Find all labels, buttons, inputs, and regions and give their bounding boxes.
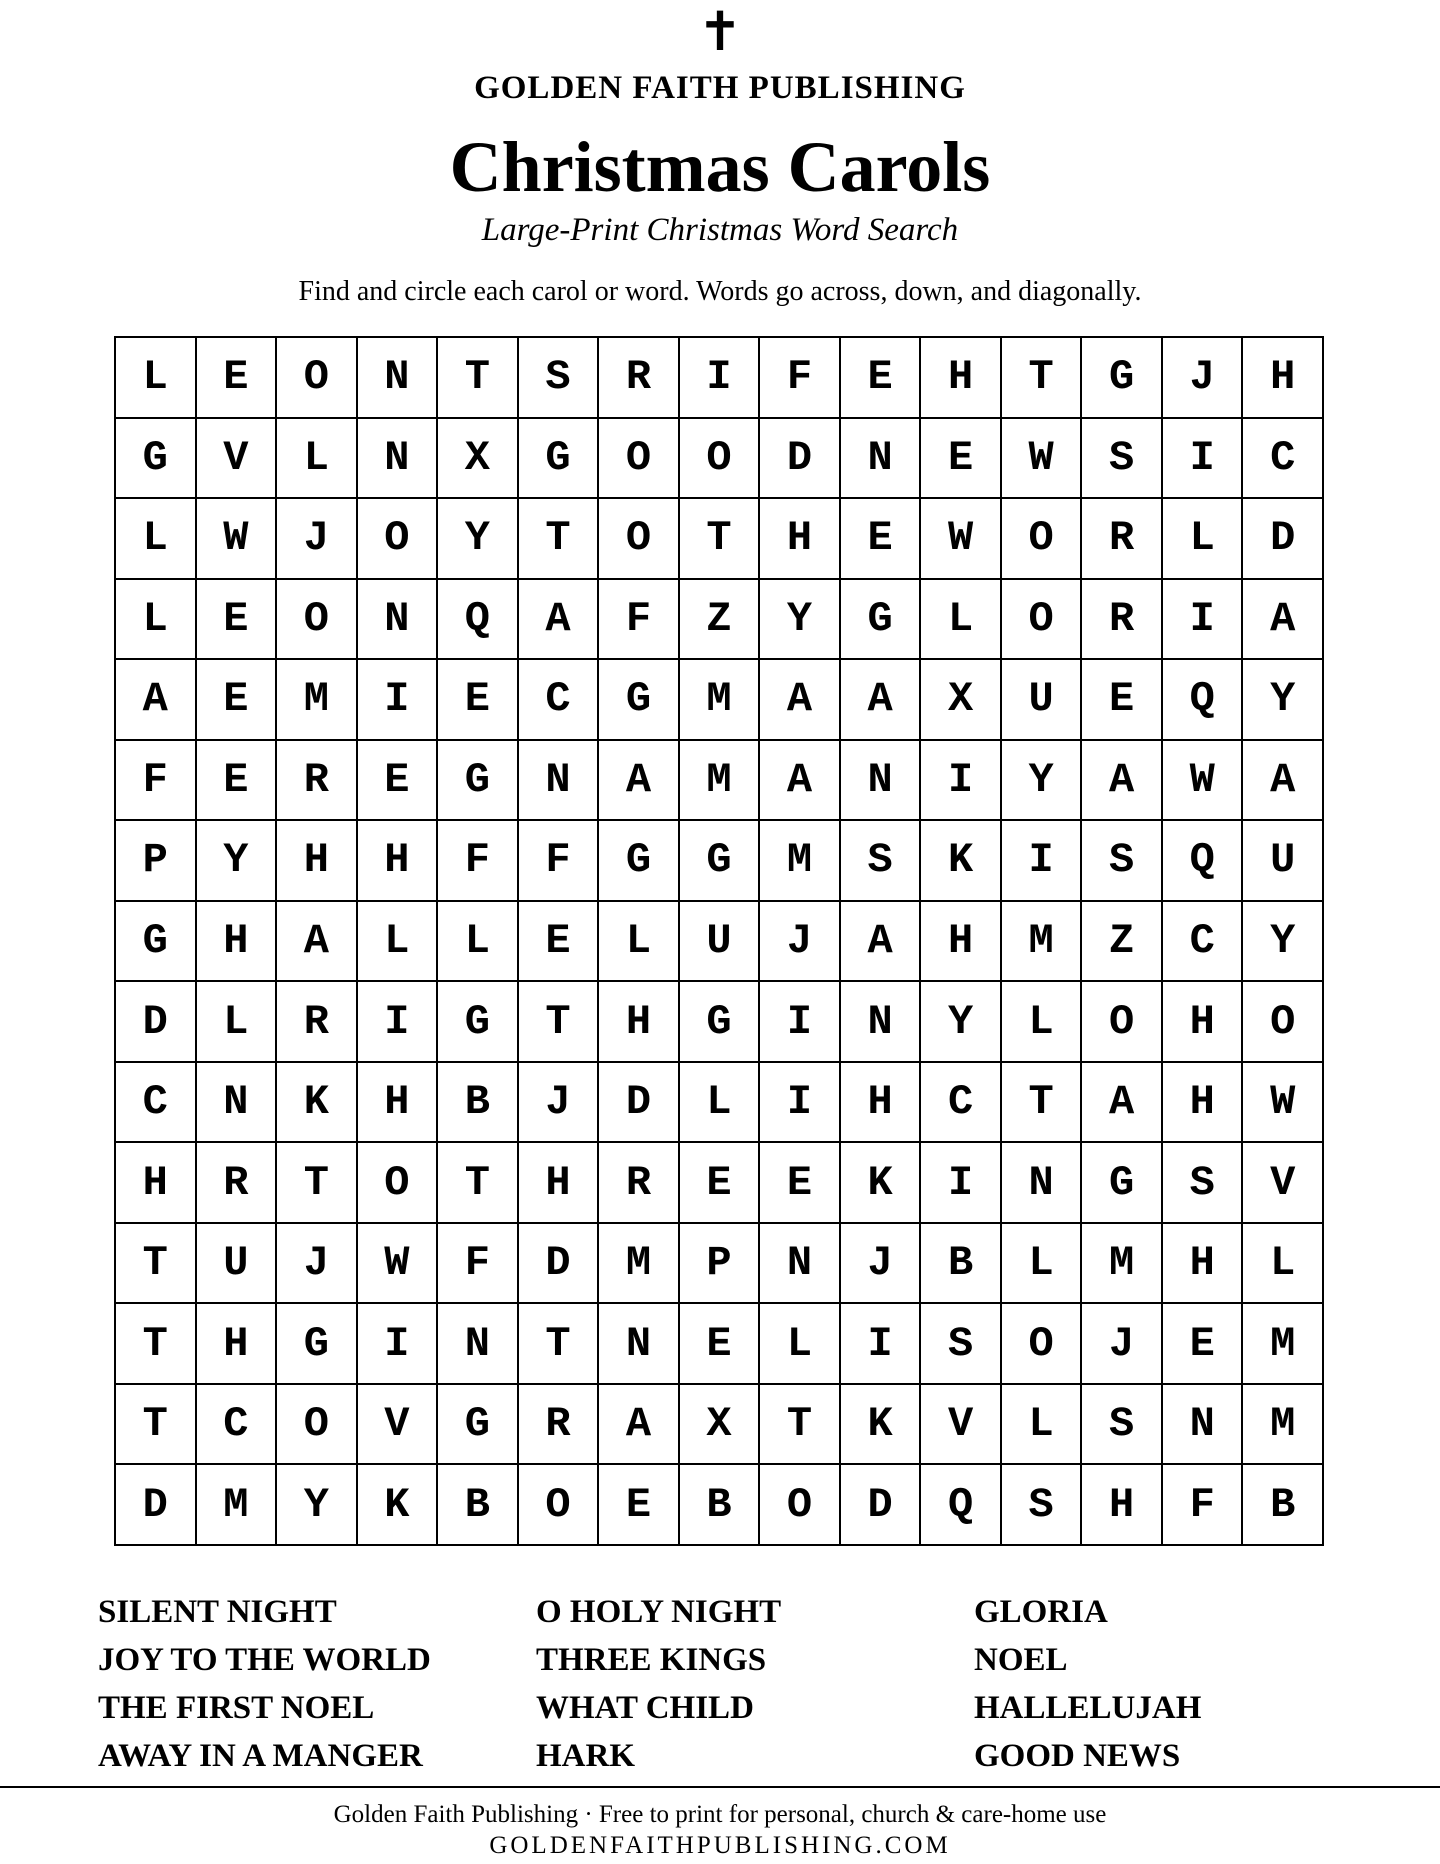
grid-cell[interactable]: L xyxy=(1163,499,1244,580)
grid-cell[interactable]: O xyxy=(358,499,439,580)
word-list-item: HALLELUJAH xyxy=(974,1690,1202,1726)
grid-cell[interactable]: F xyxy=(1163,1465,1244,1546)
grid-cell[interactable]: I xyxy=(841,1304,922,1385)
grid-cell[interactable]: X xyxy=(438,419,519,500)
grid-cell[interactable]: Z xyxy=(680,580,761,661)
grid-cell[interactable]: S xyxy=(1163,1143,1244,1224)
grid-cell[interactable]: K xyxy=(841,1385,922,1466)
grid-cell[interactable]: N xyxy=(358,419,439,500)
grid-cell[interactable]: O xyxy=(1002,580,1083,661)
grid-cell[interactable]: H xyxy=(760,499,841,580)
word-list-item: GLORIA xyxy=(974,1594,1108,1630)
grid-cell[interactable]: W xyxy=(197,499,278,580)
grid-cell[interactable]: F xyxy=(438,1224,519,1305)
grid-cell[interactable]: E xyxy=(519,902,600,983)
grid-cell[interactable]: W xyxy=(1002,419,1083,500)
grid-cell[interactable]: I xyxy=(1163,580,1244,661)
grid-cell[interactable]: H xyxy=(277,821,358,902)
grid-cell[interactable]: J xyxy=(841,1224,922,1305)
grid-cell[interactable]: O xyxy=(760,1465,841,1546)
grid-cell[interactable]: H xyxy=(197,902,278,983)
grid-cell[interactable]: K xyxy=(921,821,1002,902)
grid-cell[interactable]: E xyxy=(599,1465,680,1546)
grid-cell[interactable]: Y xyxy=(1243,660,1324,741)
grid-cell[interactable]: R xyxy=(197,1143,278,1224)
grid-cell[interactable]: A xyxy=(277,902,358,983)
grid-cell[interactable]: H xyxy=(1163,982,1244,1063)
grid-cell[interactable]: G xyxy=(599,660,680,741)
grid-cell[interactable]: J xyxy=(760,902,841,983)
page-title: Christmas Carols xyxy=(449,127,991,207)
grid-cell[interactable]: L xyxy=(438,902,519,983)
grid-cell[interactable]: D xyxy=(599,1063,680,1144)
grid-cell[interactable]: A xyxy=(760,660,841,741)
grid-cell[interactable]: N xyxy=(1002,1143,1083,1224)
grid-cell[interactable]: O xyxy=(519,1465,600,1546)
grid-cell[interactable]: J xyxy=(519,1063,600,1144)
grid-cell[interactable]: M xyxy=(277,660,358,741)
instructions: Find and circle each carol or word. Words go across, down, and diagonally. xyxy=(298,276,1142,307)
grid-cell[interactable]: M xyxy=(1243,1304,1324,1385)
grid-cell[interactable]: T xyxy=(277,1143,358,1224)
grid-cell[interactable]: F xyxy=(760,338,841,419)
grid-cell[interactable]: E xyxy=(680,1304,761,1385)
grid-cell[interactable]: H xyxy=(921,338,1002,419)
grid-cell[interactable]: O xyxy=(1002,499,1083,580)
grid-cell[interactable]: R xyxy=(1082,580,1163,661)
grid-cell[interactable]: U xyxy=(1002,660,1083,741)
grid-cell[interactable]: H xyxy=(358,821,439,902)
grid-cell[interactable]: O xyxy=(277,338,358,419)
footer-divider xyxy=(0,1786,1440,1788)
grid-cell[interactable]: W xyxy=(1243,1063,1324,1144)
grid-cell[interactable]: D xyxy=(116,982,197,1063)
grid-cell[interactable]: L xyxy=(1243,1224,1324,1305)
grid-cell[interactable]: Y xyxy=(438,499,519,580)
grid-cell[interactable]: A xyxy=(519,580,600,661)
grid-cell[interactable]: N xyxy=(438,1304,519,1385)
grid-cell[interactable]: X xyxy=(921,660,1002,741)
publisher-name: GOLDEN FAITH PUBLISHING xyxy=(474,70,966,106)
grid-cell[interactable]: D xyxy=(1243,499,1324,580)
grid-cell[interactable]: N xyxy=(841,419,922,500)
grid-cell[interactable]: A xyxy=(1082,1063,1163,1144)
grid-cell[interactable]: L xyxy=(277,419,358,500)
grid-cell[interactable]: O xyxy=(1082,982,1163,1063)
grid-cell[interactable]: G xyxy=(116,419,197,500)
grid-cell[interactable]: M xyxy=(680,741,761,822)
grid-cell[interactable]: C xyxy=(116,1063,197,1144)
grid-cell[interactable]: E xyxy=(197,580,278,661)
grid-cell[interactable]: N xyxy=(599,1304,680,1385)
grid-cell[interactable]: D xyxy=(116,1465,197,1546)
grid-cell[interactable]: L xyxy=(116,499,197,580)
grid-cell[interactable]: E xyxy=(1082,660,1163,741)
grid-cell[interactable]: T xyxy=(438,1143,519,1224)
grid-cell[interactable]: A xyxy=(1082,741,1163,822)
grid-cell[interactable]: L xyxy=(921,580,1002,661)
grid-cell[interactable]: G xyxy=(438,1385,519,1466)
grid-cell[interactable]: S xyxy=(519,338,600,419)
grid-cell[interactable]: E xyxy=(841,338,922,419)
grid-cell[interactable]: T xyxy=(1002,1063,1083,1144)
grid-cell[interactable]: W xyxy=(921,499,1002,580)
grid-cell[interactable]: Q xyxy=(921,1465,1002,1546)
grid-cell[interactable]: R xyxy=(519,1385,600,1466)
grid-cell[interactable]: Y xyxy=(921,982,1002,1063)
grid-cell[interactable]: J xyxy=(1163,338,1244,419)
grid-cell[interactable]: O xyxy=(599,499,680,580)
grid-cell[interactable]: T xyxy=(519,982,600,1063)
grid-cell[interactable]: S xyxy=(1082,1385,1163,1466)
grid-cell[interactable]: A xyxy=(599,741,680,822)
grid-cell[interactable]: S xyxy=(841,821,922,902)
grid-cell[interactable]: L xyxy=(760,1304,841,1385)
grid-cell[interactable]: A xyxy=(760,741,841,822)
grid-cell[interactable]: U xyxy=(1243,821,1324,902)
grid-cell[interactable]: G xyxy=(116,902,197,983)
word-list-item: THE FIRST NOEL xyxy=(98,1690,375,1726)
grid-cell[interactable]: C xyxy=(197,1385,278,1466)
grid-cell[interactable]: T xyxy=(519,499,600,580)
grid-cell[interactable]: G xyxy=(599,821,680,902)
word-list-item: O HOLY NIGHT xyxy=(536,1594,782,1630)
grid-cell[interactable]: N xyxy=(1163,1385,1244,1466)
grid-cell[interactable]: M xyxy=(760,821,841,902)
grid-cell[interactable]: D xyxy=(841,1465,922,1546)
grid-cell[interactable]: A xyxy=(599,1385,680,1466)
word-list-item: GOOD NEWS xyxy=(974,1738,1181,1774)
grid-cell[interactable]: O xyxy=(599,419,680,500)
grid-cell[interactable]: N xyxy=(358,338,439,419)
grid-cell[interactable]: L xyxy=(599,902,680,983)
grid-cell[interactable]: K xyxy=(841,1143,922,1224)
grid-cell[interactable]: T xyxy=(760,1385,841,1466)
grid-cell[interactable]: V xyxy=(1243,1143,1324,1224)
grid-cell[interactable]: B xyxy=(438,1063,519,1144)
grid-cell[interactable]: H xyxy=(841,1063,922,1144)
grid-cell[interactable]: E xyxy=(197,741,278,822)
grid-cell[interactable]: W xyxy=(1163,741,1244,822)
grid-cell[interactable]: S xyxy=(1082,821,1163,902)
grid-cell[interactable]: V xyxy=(358,1385,439,1466)
word-list-item: THREE KINGS xyxy=(536,1642,767,1678)
grid-cell[interactable]: G xyxy=(1082,1143,1163,1224)
word-search-grid xyxy=(114,336,1324,1546)
grid-cell[interactable]: N xyxy=(519,741,600,822)
grid-cell[interactable]: N xyxy=(841,982,922,1063)
grid-cell[interactable]: F xyxy=(599,580,680,661)
grid-cell[interactable]: I xyxy=(760,982,841,1063)
grid-cell[interactable]: L xyxy=(116,338,197,419)
grid-cell[interactable]: E xyxy=(197,660,278,741)
page-subtitle: Large-Print Christmas Word Search xyxy=(481,212,959,248)
grid-cell[interactable]: J xyxy=(1082,1304,1163,1385)
grid-cell[interactable]: Y xyxy=(1243,902,1324,983)
grid-cell[interactable]: H xyxy=(358,1063,439,1144)
grid-cell[interactable]: L xyxy=(1002,1224,1083,1305)
grid-cell[interactable]: L xyxy=(1002,1385,1083,1466)
grid-cell[interactable]: W xyxy=(358,1224,439,1305)
grid-cell[interactable]: B xyxy=(921,1224,1002,1305)
grid-cell[interactable]: R xyxy=(599,338,680,419)
grid-cell[interactable]: L xyxy=(116,580,197,661)
grid-cell[interactable]: C xyxy=(519,660,600,741)
grid-cell[interactable]: O xyxy=(358,1143,439,1224)
grid-cell[interactable]: J xyxy=(277,1224,358,1305)
grid-cell[interactable]: R xyxy=(1082,499,1163,580)
grid-cell[interactable]: B xyxy=(680,1465,761,1546)
grid-cell[interactable]: H xyxy=(1243,338,1324,419)
grid-cell[interactable]: I xyxy=(921,741,1002,822)
grid-cell[interactable]: Q xyxy=(1163,821,1244,902)
grid-cell[interactable]: R xyxy=(277,982,358,1063)
grid-cell[interactable]: G xyxy=(438,982,519,1063)
grid-cell[interactable]: U xyxy=(680,902,761,983)
grid-cell[interactable]: T xyxy=(519,1304,600,1385)
grid-cell[interactable]: O xyxy=(1002,1304,1083,1385)
grid-cell[interactable]: I xyxy=(680,338,761,419)
grid-cell[interactable]: O xyxy=(277,1385,358,1466)
grid-cell[interactable]: K xyxy=(358,1465,439,1546)
grid-cell[interactable]: N xyxy=(197,1063,278,1144)
grid-cell[interactable]: I xyxy=(358,660,439,741)
grid-cell[interactable]: H xyxy=(1163,1063,1244,1144)
grid-cell[interactable]: M xyxy=(1243,1385,1324,1466)
grid-cell[interactable]: A xyxy=(1243,580,1324,661)
grid-cell[interactable]: E xyxy=(358,741,439,822)
grid-cell[interactable]: F xyxy=(116,741,197,822)
grid-cell[interactable]: T xyxy=(680,499,761,580)
grid-cell[interactable]: T xyxy=(438,338,519,419)
grid-cell[interactable]: Z xyxy=(1082,902,1163,983)
grid-cell[interactable]: E xyxy=(841,499,922,580)
grid-cell[interactable]: G xyxy=(680,821,761,902)
grid-cell[interactable]: M xyxy=(1002,902,1083,983)
footer-text: Golden Faith Publishing · Free to print for personal, church & care-home use xyxy=(333,1801,1107,1828)
grid-cell[interactable]: D xyxy=(519,1224,600,1305)
word-list xyxy=(98,1588,1398,1780)
grid-cell[interactable]: U xyxy=(197,1224,278,1305)
grid-cell[interactable]: Y xyxy=(197,821,278,902)
grid-cell[interactable]: G xyxy=(841,580,922,661)
grid-cell[interactable]: L xyxy=(680,1063,761,1144)
grid-cell[interactable]: R xyxy=(277,741,358,822)
grid-cell[interactable]: B xyxy=(1243,1465,1324,1546)
grid-cell[interactable]: M xyxy=(1082,1224,1163,1305)
grid-cell[interactable]: A xyxy=(841,660,922,741)
grid-cell[interactable]: N xyxy=(358,580,439,661)
grid-cell[interactable]: O xyxy=(277,580,358,661)
grid-cell[interactable]: G xyxy=(277,1304,358,1385)
grid-cell[interactable]: I xyxy=(760,1063,841,1144)
grid-cell[interactable]: H xyxy=(1163,1224,1244,1305)
grid-cell[interactable]: N xyxy=(841,741,922,822)
grid-cell[interactable]: I xyxy=(1002,821,1083,902)
grid-cell[interactable]: E xyxy=(921,419,1002,500)
word-list-item: SILENT NIGHT xyxy=(98,1594,337,1630)
grid-cell[interactable]: G xyxy=(680,982,761,1063)
word-list-item: JOY TO THE WORLD xyxy=(98,1642,431,1678)
grid-cell[interactable]: C xyxy=(1243,419,1324,500)
grid-cell[interactable]: R xyxy=(599,1143,680,1224)
grid-cell[interactable]: E xyxy=(680,1143,761,1224)
grid-cell[interactable]: L xyxy=(1002,982,1083,1063)
grid-cell[interactable]: T xyxy=(1002,338,1083,419)
grid-cell[interactable]: H xyxy=(921,902,1002,983)
grid-cell[interactable]: I xyxy=(1163,419,1244,500)
grid-cell[interactable]: A xyxy=(116,660,197,741)
word-list-item: AWAY IN A MANGER xyxy=(98,1738,423,1774)
grid-cell[interactable]: Y xyxy=(1002,741,1083,822)
grid-cell[interactable]: H xyxy=(599,982,680,1063)
grid-cell[interactable]: D xyxy=(760,419,841,500)
grid-cell[interactable]: C xyxy=(1163,902,1244,983)
grid-cell[interactable]: T xyxy=(116,1304,197,1385)
grid-cell[interactable]: C xyxy=(921,1063,1002,1144)
grid-cell[interactable]: J xyxy=(277,499,358,580)
grid-cell[interactable]: Q xyxy=(438,580,519,661)
cross-icon: ✝ xyxy=(697,0,743,63)
grid-cell[interactable]: G xyxy=(438,741,519,822)
grid-cell[interactable]: L xyxy=(197,982,278,1063)
grid-cell[interactable]: H xyxy=(1082,1465,1163,1546)
word-list-item: HARK xyxy=(536,1738,635,1774)
grid-cell[interactable]: X xyxy=(680,1385,761,1466)
grid-cell[interactable]: Y xyxy=(760,580,841,661)
grid-cell[interactable]: E xyxy=(438,660,519,741)
grid-cell[interactable]: K xyxy=(277,1063,358,1144)
grid-cell[interactable]: T xyxy=(116,1224,197,1305)
grid-cell[interactable]: S xyxy=(921,1304,1002,1385)
grid-cell[interactable]: F xyxy=(438,821,519,902)
grid-cell[interactable]: P xyxy=(680,1224,761,1305)
grid-cell[interactable]: G xyxy=(1082,338,1163,419)
grid-cell[interactable]: F xyxy=(519,821,600,902)
grid-cell[interactable]: S xyxy=(1002,1465,1083,1546)
grid-cell[interactable]: I xyxy=(921,1143,1002,1224)
grid-cell[interactable]: H xyxy=(197,1304,278,1385)
word-list-item: WHAT CHILD xyxy=(536,1690,754,1726)
footer-url: GOLDENFAITHPUBLISHING.COM xyxy=(489,1832,951,1859)
grid-cell[interactable]: M xyxy=(680,660,761,741)
grid-cell[interactable]: I xyxy=(358,1304,439,1385)
grid-cell[interactable]: T xyxy=(116,1385,197,1466)
grid-cell[interactable]: H xyxy=(519,1143,600,1224)
grid-cell[interactable]: O xyxy=(680,419,761,500)
grid-cell[interactable]: V xyxy=(197,419,278,500)
grid-cell[interactable]: H xyxy=(116,1143,197,1224)
grid-cell[interactable]: P xyxy=(116,821,197,902)
grid-cell[interactable]: E xyxy=(1163,1304,1244,1385)
word-list-item: NOEL xyxy=(974,1642,1068,1678)
grid-cell[interactable]: E xyxy=(197,338,278,419)
grid-cell[interactable]: S xyxy=(1082,419,1163,500)
grid-cell[interactable]: M xyxy=(599,1224,680,1305)
grid-cell[interactable]: O xyxy=(1243,982,1324,1063)
grid-cell[interactable]: E xyxy=(760,1143,841,1224)
grid-cell[interactable]: G xyxy=(519,419,600,500)
grid-cell[interactable]: Q xyxy=(1163,660,1244,741)
grid-cell[interactable]: M xyxy=(197,1465,278,1546)
grid-cell[interactable]: V xyxy=(921,1385,1002,1466)
grid-cell[interactable]: N xyxy=(760,1224,841,1305)
grid-cell[interactable]: L xyxy=(358,902,439,983)
grid-cell[interactable]: Y xyxy=(277,1465,358,1546)
grid-cell[interactable]: I xyxy=(358,982,439,1063)
grid-cell[interactable]: B xyxy=(438,1465,519,1546)
grid-cell[interactable]: A xyxy=(841,902,922,983)
grid-cell[interactable]: A xyxy=(1243,741,1324,822)
